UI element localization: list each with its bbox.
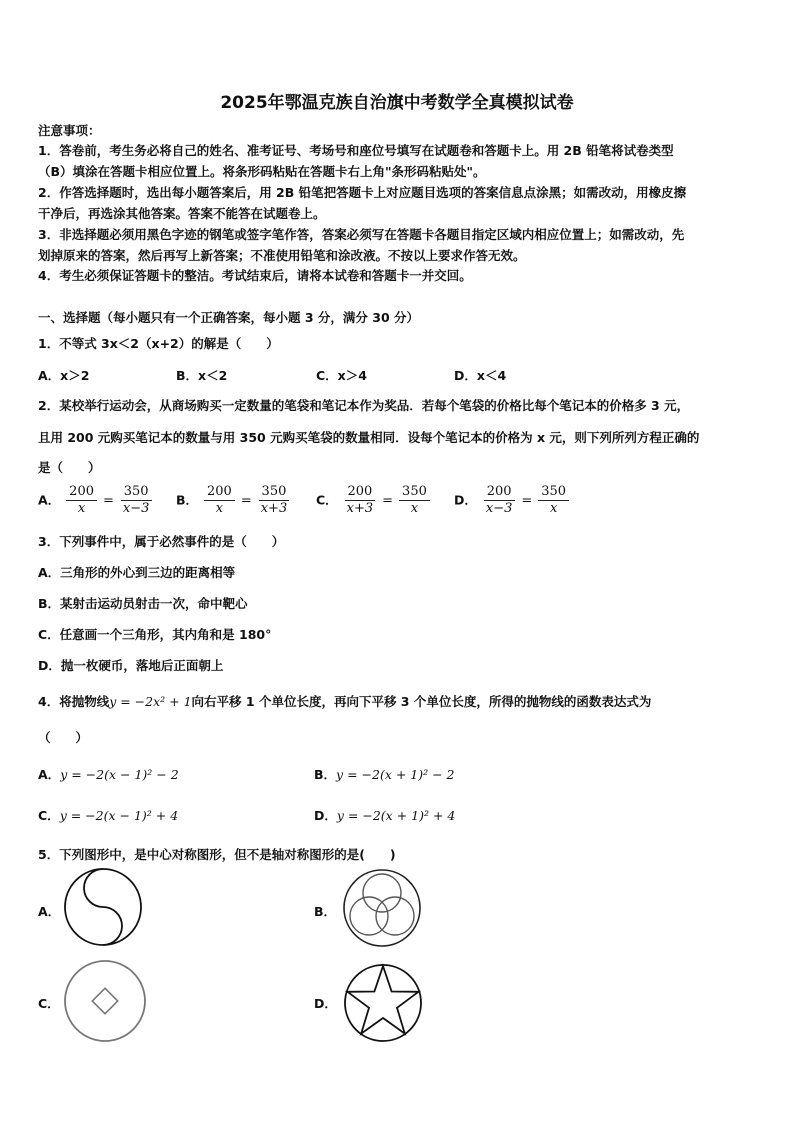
q3-option-a: A．三角形的外心到三边的距离相等: [38, 565, 236, 580]
fraction: $\frac{200}{x}$: [66, 484, 97, 518]
notice-line: （B）填涂在答题卡相应位置上。将条形码粘贴在答题卡右上角"条形码粘贴处"。: [38, 164, 486, 179]
notice-line: 1．答卷前，考生务必将自己的姓名、准考证号、考场号和座位号填写在试题卷和答题卡上。用 2B 铅笔将试卷类型: [38, 143, 674, 158]
section-heading: 一、选择题（每小题只有一个正确答案，每小题 3 分，满分 30 分）: [38, 310, 420, 325]
question-4-stem: （ ）: [38, 730, 89, 745]
option-label: B．: [176, 492, 199, 508]
q1-option-d: D．x＜4: [454, 368, 507, 383]
notice-line: 划掉原来的答案，然后再写上新答案；不准使用铅笔和涂改液。不按以上要求作答无效。: [38, 248, 526, 263]
q2-option-b: B． $\frac{200}{x}$ = $\frac{350}{x+3}$: [176, 484, 292, 518]
option-label: A．: [38, 492, 61, 508]
q4-option-d: D．y = −2(x + 1)² + 4: [314, 808, 456, 823]
circle-star-figure: [340, 958, 426, 1044]
fraction: $\frac{350}{x}$: [399, 484, 430, 518]
q1-option-a: A．x＞2: [38, 368, 90, 383]
formula: y = −2x² + 1: [109, 694, 192, 709]
question-1-stem: 1．不等式 3x＜2（x+2）的解是（ ）: [38, 336, 279, 351]
fraction: $\frac{200}{x+3}$: [344, 484, 377, 518]
notice-heading: 注意事项：: [38, 123, 101, 138]
option-label: D．: [454, 492, 477, 508]
q2-option-a: A． $\frac{200}{x}$ = $\frac{350}{x-3}$: [38, 484, 154, 518]
page-title: 2025年鄂温克族自治旗中考数学全真模拟试卷: [220, 93, 574, 113]
q5-option-d-label: D．: [314, 996, 337, 1011]
q1-option-c: C．x＞4: [316, 368, 367, 383]
circle-square-figure: [62, 958, 148, 1044]
q3-option-d: D．抛一枚硬币，落地后正面朝上: [38, 658, 224, 673]
question-2-stem: 且用 200 元购买笔记本的数量与用 350 元购买笔袋的数量相同．设每个笔记本的价格为 x 元，则下列所列方程正确的: [38, 430, 700, 445]
question-4-stem: 4．将抛物线y = −2x² + 1向右平移 1 个单位长度，再向下平移 3 个单位长度，所得的抛物线的函数表达式为: [38, 694, 652, 709]
formula: y = −2(x − 1)² + 4: [59, 808, 179, 823]
question-2-stem: 2．某校举行运动会，从商场购买一定数量的笔袋和笔记本作为奖品．若每个笔袋的价格比每个笔记本的价格多 3 元，: [38, 398, 690, 413]
q2-option-d: D． $\frac{200}{x-3}$ = $\frac{350}{x}$: [454, 484, 571, 518]
q1-option-b: B．x＜2: [176, 368, 228, 383]
q3-option-c: C．任意画一个三角形，其内角和是 180°: [38, 627, 272, 642]
q5-option-c-label: C．: [38, 996, 60, 1011]
q4-option-c: C．y = −2(x − 1)² + 4: [38, 808, 179, 823]
fraction: $\frac{350}{x-3}$: [120, 484, 153, 518]
q5-option-b-label: B．: [314, 904, 337, 919]
q5-option-a-label: A．: [38, 904, 61, 919]
question-3-stem: 3．下列事件中，属于必然事件的是（ ）: [38, 534, 285, 549]
q4-option-a: A．y = −2(x − 1)² − 2: [38, 767, 179, 782]
fraction: $\frac{350}{x+3}$: [258, 484, 291, 518]
notice-line: 2．作答选择题时，选出每小题答案后，用 2B 铅笔把答题卡上对应题目选项的答案信息点涂黑；如需改动，用橡皮擦: [38, 185, 687, 200]
formula: y = −2(x − 1)² − 2: [60, 767, 179, 782]
formula: y = −2(x + 1)² − 2: [336, 767, 455, 782]
formula: y = −2(x + 1)² + 4: [336, 808, 456, 823]
fraction: $\frac{350}{x}$: [538, 484, 569, 518]
q4-option-b: B．y = −2(x + 1)² − 2: [314, 767, 455, 782]
option-label: C．: [316, 492, 338, 508]
question-5-stem: 5．下列图形中，是中心对称图形，但不是轴对称图形的是( ): [38, 847, 396, 862]
fraction: $\frac{200}{x}$: [204, 484, 235, 518]
question-2-stem: 是（ ）: [38, 460, 101, 475]
q3-option-b: B．某射击运动员射击一次，命中靶心: [38, 596, 248, 611]
yin-yang-figure: [62, 866, 144, 948]
three-circles-figure: [340, 866, 424, 950]
q2-option-c: C． $\frac{200}{x+3}$ = $\frac{350}{x}$: [316, 484, 432, 518]
notice-line: 4．考生必须保证答题卡的整洁。考试结束后，请将本试卷和答题卡一并交回。: [38, 268, 472, 283]
notice-line: 3．非选择题必须用黑色字迹的钢笔或签字笔作答，答案必须写在答题卡各题目指定区域内相应位置上；如需改动，先: [38, 227, 685, 242]
fraction: $\frac{200}{x-3}$: [483, 484, 516, 518]
notice-line: 干净后，再选涂其他答案。答案不能答在试题卷上。: [38, 206, 326, 221]
